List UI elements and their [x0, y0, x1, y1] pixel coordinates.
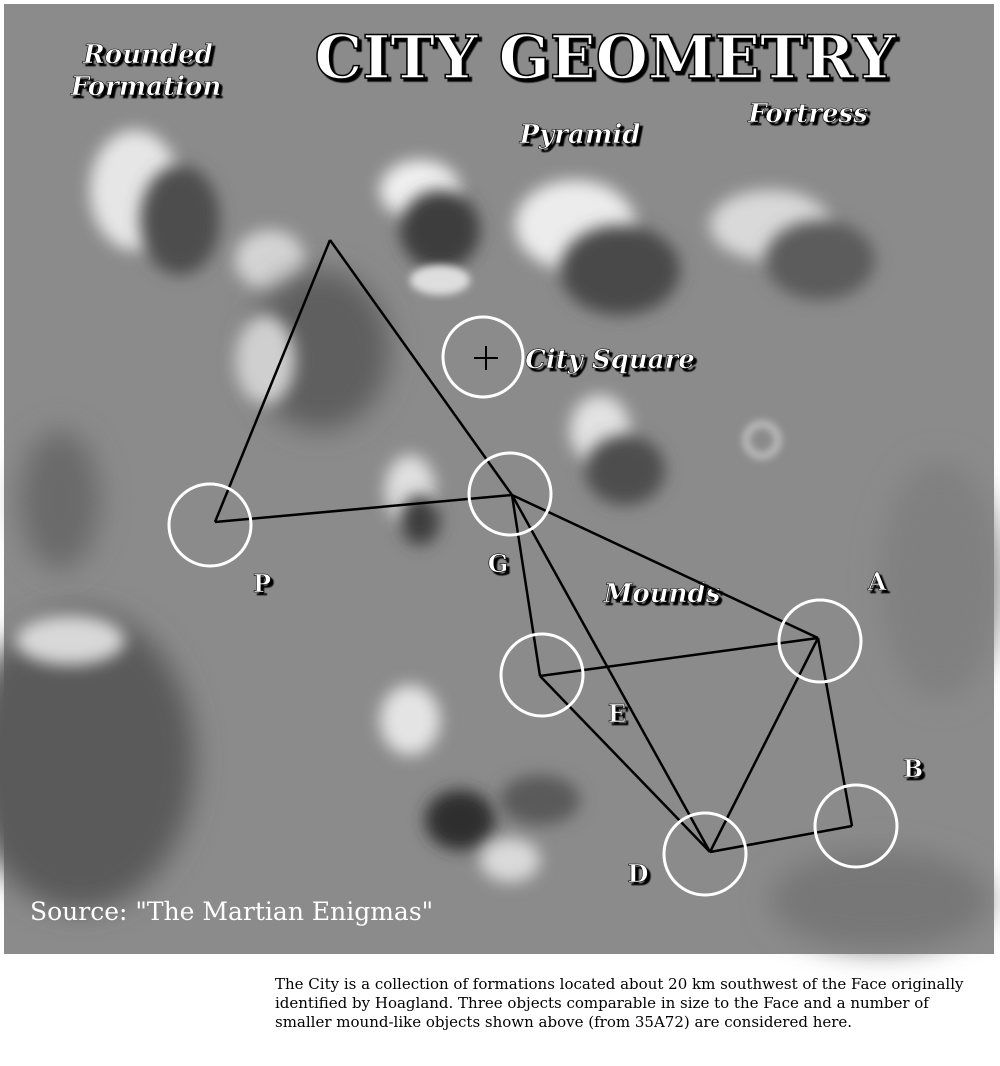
label-city-square: City Square — [525, 345, 695, 375]
point-label-a: A — [867, 567, 887, 596]
label-rounded-formation-line2: Formation — [70, 72, 222, 102]
title: CITY GEOMETRY — [314, 23, 896, 93]
point-label-b: B — [902, 754, 924, 783]
source-credit: Source: "The Martian Enigmas" — [30, 897, 434, 926]
point-label-d: D — [627, 859, 649, 888]
caption: The City is a collection of formations located about 20 km southwest of the Face originally identified by Hoagland. Three objects comparable in size to the Face and a number of smaller mound-like objects shown above (from 35A72) are considered here. — [275, 975, 964, 1031]
point-label-p: P — [252, 569, 272, 598]
point-label-g: G — [487, 549, 509, 578]
label-mounds: Mounds — [603, 579, 721, 609]
label-rounded-formation-line1: Rounded — [83, 40, 213, 70]
label-fortress: Fortress — [748, 99, 868, 129]
point-label-e: E — [607, 699, 627, 728]
label-pyramid: Pyramid — [519, 120, 641, 150]
